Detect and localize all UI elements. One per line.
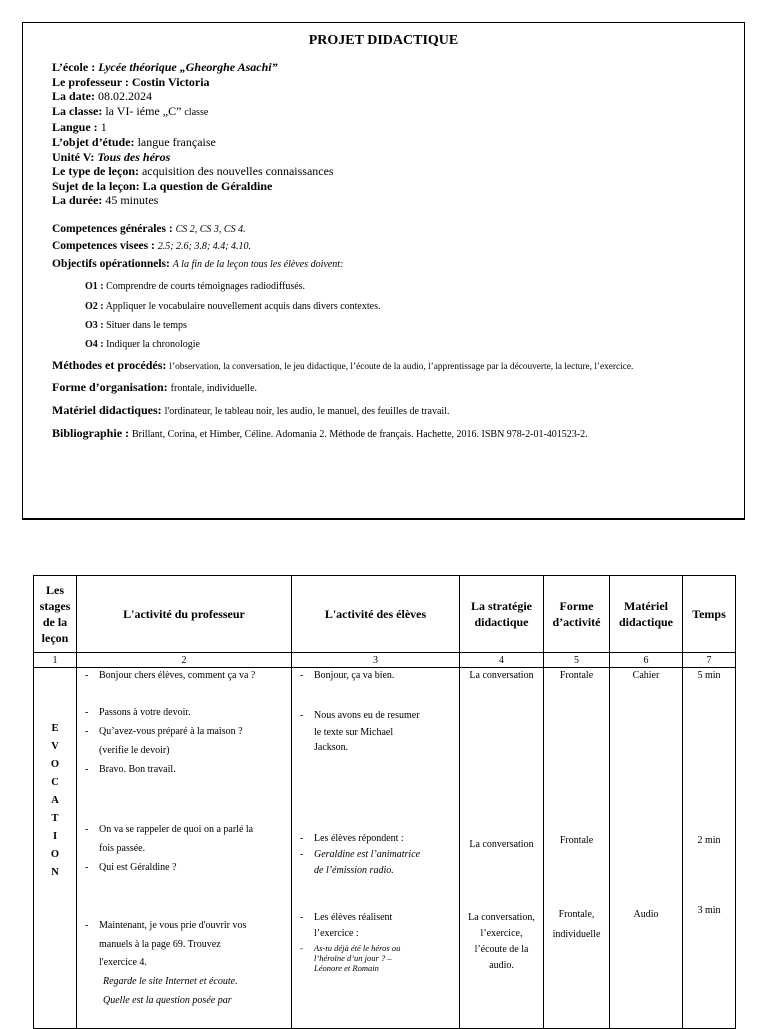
unite-value: Tous des héros <box>97 149 171 164</box>
column-number: 7 <box>683 653 736 668</box>
competences-generales: Competences générales : CS 2, CS 3, CS 4. <box>52 223 246 235</box>
column-number: 4 <box>460 653 544 668</box>
forme-cell <box>544 668 610 1029</box>
objective-o1: O1 : Comprendre de courts témoignages radiodiffusés. <box>85 281 306 292</box>
column-number: 3 <box>292 653 460 668</box>
header-temps: Temps <box>683 576 736 653</box>
duree-row: La durée: 45 minutes <box>52 193 159 208</box>
prof-line: - Qu’avez-vous préparé à la maison ? <box>77 724 243 740</box>
langue-value: 1 <box>100 120 107 135</box>
bibliographie: Bibliographie : Brillant, Corina, et Himber, Céline. Adomania 2. Méthode de français. Hachette, 2016. ISBN 978-2-01-401523-2. <box>52 426 588 440</box>
methodes-procedes: Méthodes et procédés: l’observation, la conversation, le jeu didactique, l’écoute de la audio, l’apprentissage par la découverte, la lecture, l’exercice. <box>52 358 634 372</box>
eleves-line: Jackson. <box>314 742 349 753</box>
strategie-line: La conversation <box>469 670 534 681</box>
prof-line: (verifie le devoir) <box>99 745 170 756</box>
type-row: Le type de leçon: acquisition des nouvelles connaissances <box>52 164 334 179</box>
prof-line: Quelle est la question posée par <box>103 995 232 1006</box>
project-sheet <box>22 22 745 520</box>
ecole-value: Lycée théorique „Gheorghe Asachi” <box>98 60 278 74</box>
lesson-info <box>52 60 732 208</box>
date-value: 08.02.2024 <box>98 89 152 104</box>
materiel-didactique: Matériel didactiques: l'ordinateur, le tableau noir, les audio, le manuel, des feuilles de travail. <box>52 403 450 417</box>
prof-line: - Maintenant, je vous prie d'ouvrir vos <box>77 918 246 934</box>
eleves-line: - Les élèves répondent : <box>292 831 404 847</box>
objective-o2: O2 : Appliquer le vocabulaire nouvellement acquis dans divers contextes. <box>85 301 381 312</box>
eleves-line: - Nous avons eu de resumer <box>292 708 420 724</box>
strategie-line: l’écoute de la <box>474 944 529 955</box>
classe-value: la VI- iéme „C” <box>105 103 182 118</box>
prof-line: - Bonjour chers élèves, comment ça va ? <box>77 668 255 684</box>
objectifs-operationnels: Objectifs opérationnels: A la fin de la leçon tous les élèves doivent: <box>52 258 344 270</box>
eleves-line: de l’émission radio. <box>314 865 394 876</box>
header-activite-eleves: L'activité des élèves <box>292 576 460 653</box>
eleves-line: - As-tu déjà été le héros ou <box>292 943 400 953</box>
column-number: 5 <box>544 653 610 668</box>
sujet-row: Sujet de la leçon: La question de Géraldine <box>52 178 273 193</box>
table-header-row <box>34 576 736 653</box>
classe-row: La classe: la VI- iéme „C” classe <box>52 103 209 118</box>
competences-visees: Competences visees : 2.5; 2.6; 3.8; 4.4; 4.10. <box>52 240 252 252</box>
prof-line: fois passée. <box>99 843 146 854</box>
prof-line: - On va se rappeler de quoi on a parlé la <box>77 822 253 838</box>
materiel-line: Cahier <box>632 670 660 681</box>
objet-value: langue française <box>137 134 216 149</box>
sujet-value: La question de Géraldine <box>142 178 273 193</box>
stage-evocation: E V O C A T I O N <box>34 668 77 1029</box>
evocation-row <box>34 668 736 1029</box>
prof-line: Regarde le site Internet et écoute. <box>103 976 238 987</box>
professeur-row: Le professeur : Costin Victoria <box>52 74 210 89</box>
header-forme: Forme d’activité <box>544 576 610 653</box>
eleves-line: - Les élèves réalisent <box>292 910 392 926</box>
column-number: 6 <box>610 653 683 668</box>
column-number: 2 <box>77 653 292 668</box>
header-stages: Les stages de la leçon <box>34 576 77 653</box>
eleves-line: - Bonjour, ça va bien. <box>292 668 394 684</box>
header-activite-professeur: L'activité du professeur <box>77 576 292 653</box>
professeur-value: Costin Victoria <box>131 74 210 89</box>
prof-line: - Passons à votre devoir. <box>77 705 191 721</box>
forme-line: individuelle <box>552 929 601 940</box>
strategie-line: l’exercice, <box>480 928 523 939</box>
unite-row: Unité V: Tous des héros <box>52 149 171 164</box>
eleves-line: l’exercice : <box>314 928 359 939</box>
temps-line: 5 min <box>697 670 721 681</box>
prof-line: - Qui est Géraldine ? <box>77 860 176 876</box>
forme-line: Frontale <box>559 670 594 681</box>
materiel-cell <box>610 668 683 1029</box>
eleves-line: l’héroïne d’un jour ? – <box>314 953 392 963</box>
date-row: La date: 08.02.2024 <box>52 89 152 104</box>
forme-line: Frontale <box>559 835 594 846</box>
prof-line: manuels à la page 69. Trouvez <box>99 939 221 950</box>
activite-eleves-cell <box>292 668 460 1029</box>
eleves-line: - Geraldine est l’animatrice <box>292 847 420 863</box>
objective-o4: O4 : Indiquer la chronologie <box>85 339 200 350</box>
forme-organisation: Forme d’organisation: frontale, individuelle. <box>52 380 258 394</box>
objet-row: L’objet d’étude: langue française <box>52 134 216 149</box>
temps-cell <box>683 668 736 1029</box>
activite-professeur-cell <box>77 668 292 1029</box>
eleves-line: Léonore et Romain <box>314 963 379 973</box>
lesson-plan-table <box>33 575 736 1029</box>
page-title: PROJET DIDACTIQUE <box>308 33 459 48</box>
header-materiel: Matériel didactique <box>610 576 683 653</box>
column-number: 1 <box>34 653 77 668</box>
materiel-line: Audio <box>633 909 659 920</box>
langue-row: Langue : 1 <box>52 120 107 135</box>
column-number-row <box>34 653 736 668</box>
strategie-line: audio. <box>489 960 514 971</box>
strategie-line: La conversation, <box>468 912 535 923</box>
temps-line: 3 min <box>697 905 721 916</box>
type-value: acquisition des nouvelles connaissances <box>141 164 334 179</box>
strategie-line: La conversation <box>469 839 534 850</box>
prof-line: - Bravo. Bon travail. <box>77 762 176 778</box>
objective-o3: O3 : Situer dans le temps <box>85 320 187 331</box>
eleves-line: le texte sur Michael <box>314 727 394 738</box>
prof-line: l'exercice 4. <box>99 957 147 968</box>
duree-value: 45 minutes <box>105 193 159 208</box>
temps-line: 2 min <box>697 835 721 846</box>
header-strategie: La stratégie didactique <box>460 576 544 653</box>
ecole-row: L’école : Lycée théorique „Gheorghe Asachi” <box>52 60 278 74</box>
forme-line: Frontale, <box>558 909 595 920</box>
strategie-cell <box>460 668 544 1029</box>
